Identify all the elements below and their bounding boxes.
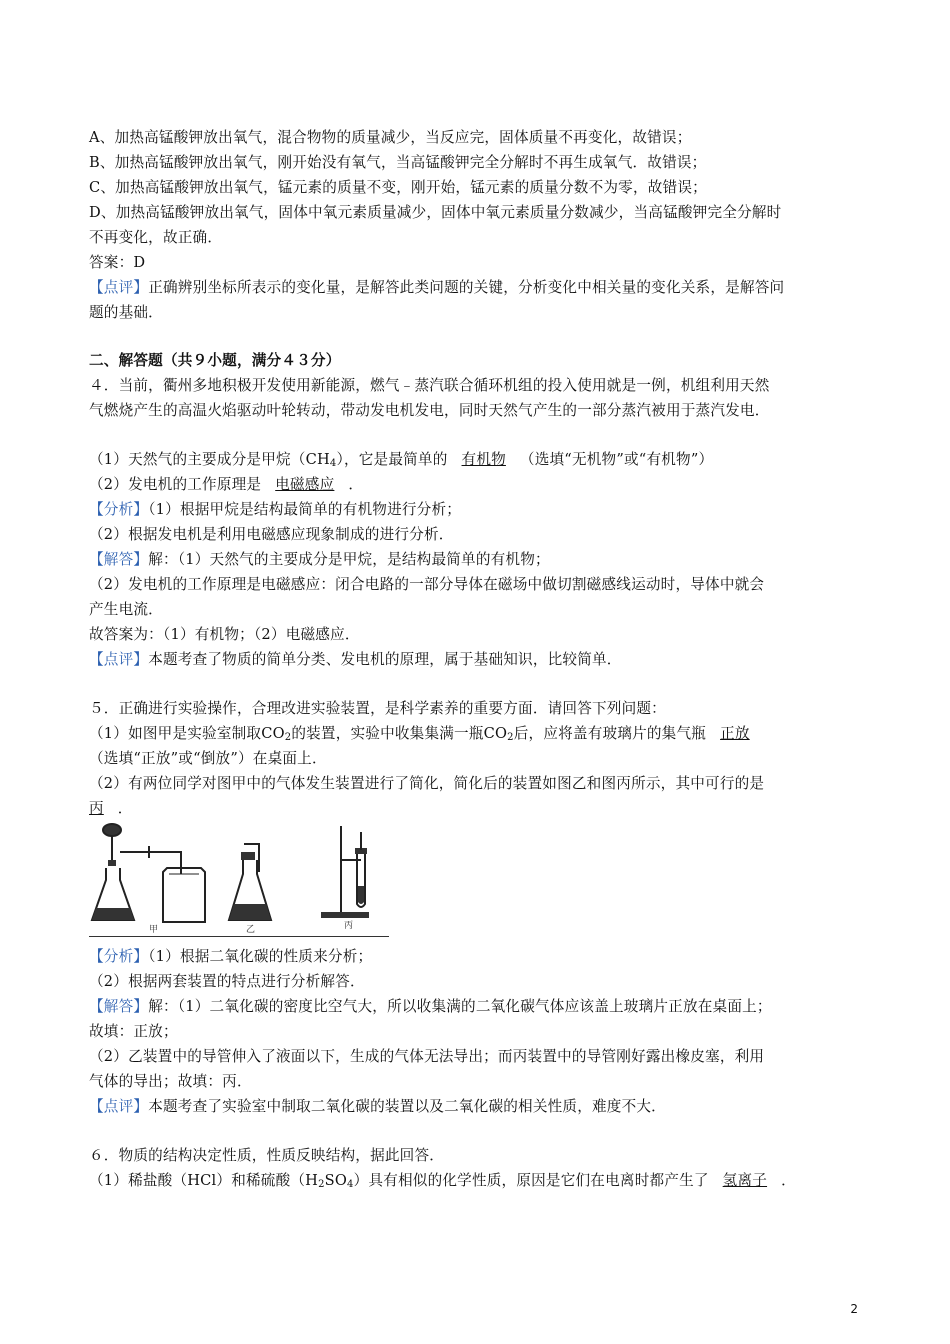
figure-label-bing: 丙 — [344, 921, 354, 931]
q3-option-c: C、加热高锰酸钾放出氧气，锰元素的质量不变，刚开始，锰元素的质量分数不为零，故错误； — [89, 179, 707, 196]
q3-comment-line1: 【点评】正确辨别坐标所表示的变化量，是解答此类问题的关键，分析变化中相关量的变化关系，是解答问 — [89, 279, 785, 296]
q3-option-a: A、加热高锰酸钾放出氧气，混合物物的质量减少，当反应完，固体质量不再变化，故错误； — [89, 129, 692, 146]
apparatus-bing — [321, 826, 369, 918]
q3-comment-line2: 题的基础． — [89, 304, 163, 321]
apparatus-jia — [92, 824, 205, 922]
q5-part2-line2: 丙 ． — [89, 800, 133, 817]
q4-solution-line2: （2）发电机的工作原理是电磁感应：闭合电路的一部分导体在磁场中做切割磁感线运动时，导体中就会 — [89, 576, 765, 593]
comment-tag: 【点评】 — [89, 1098, 149, 1115]
q4-part2: （2）发电机的工作原理是 电磁感应 ． — [89, 476, 364, 493]
q4-stem-line2: 气燃烧产生的高温火焰驱动叶轮转动，带动发电机发电，同时天然气产生的一部分蒸汽被用于蒸汽发电． — [89, 402, 770, 419]
q5-stem: ５．正确进行实验操作，合理改进实验装置，是科学素养的重要方面．请回答下列问题： — [89, 700, 666, 717]
q5-analysis-line2: （2）根据两套装置的特点进行分析解答． — [89, 973, 365, 990]
solution-tag: 【解答】 — [89, 551, 149, 568]
figure-divider — [89, 936, 389, 937]
q4-answer-blank-2: 电磁感应 — [275, 476, 335, 493]
q5-part1-line1: （1）如图甲是实验室制取$CO_2$的装置，实验中收集集满一瓶$CO_2$后，应将盖有玻璃片的集气瓶 正放 — [89, 723, 764, 749]
q5-solution-line4: 气体的导出；故填：丙． — [89, 1073, 252, 1090]
q5-solution-line1: 【解答】解：（1）二氧化碳的密度比空气大，所以收集满的二氧化碳气体应该盖上玻璃片正放在桌面上； — [89, 998, 772, 1015]
q5-answer-blank-2: 丙 — [89, 800, 104, 817]
apparatus-yi — [229, 844, 271, 920]
q4-solution-line1: 【解答】解：（1）天然气的主要成分是甲烷，是结构最简单的有机物； — [89, 551, 550, 568]
q3-option-d-line2: 不再变化，故正确． — [89, 229, 223, 246]
analysis-tag: 【分析】 — [89, 948, 149, 965]
q3-option-b: B、加热高锰酸钾放出氧气，刚开始没有氧气，当高锰酸钾完全分解时不再生成氧气．故错误； — [89, 154, 707, 171]
q4-answer-blank-1: 有机物 — [461, 451, 506, 468]
q5-solution-line2: 故填：正放； — [89, 1023, 178, 1040]
q3-option-d-line1: D、加热高锰酸钾放出氧气，固体中氧元素质量减少，固体中氧元素质量分数减少，当高锰酸钾完全分解时 — [89, 204, 782, 221]
q5-answer-blank-1: 正放 — [720, 725, 750, 742]
comment-tag: 【点评】 — [89, 651, 149, 668]
comment-tag: 【点评】 — [89, 279, 149, 296]
analysis-tag: 【分析】 — [89, 501, 149, 518]
q5-solution-line3: （2）乙装置中的导管伸入了液面以下，生成的气体无法导出；而丙装置中的导管刚好露出橡皮塞，利用 — [89, 1048, 765, 1065]
q6-part1: （1）稀盐酸（HCl）和稀硫酸$(H_2SO_4)$具有相似的化学性质，原因是它们在电离时都产生了 氢离子 ． — [89, 1172, 796, 1190]
q4-stem-line1: ４．当前，衢州多地积极开发使用新能源，燃气﹣蒸汽联合循环机组的投入使用就是一例，机组利用天然 — [89, 377, 770, 394]
q4-part1: （1）天然气的主要成分是甲烷$(CH_4)$，它是最简单的 有机物 （选填“无机物”或“有机物”） — [89, 451, 714, 469]
q5-part2-line1: （2）有两位同学对图甲中的气体发生装置进行了简化，简化后的装置如图乙和图丙所示，其中可行的是 — [89, 775, 765, 792]
q5-analysis-line1: 【分析】（1）根据二氧化碳的性质来分析； — [89, 948, 373, 965]
section-heading: 二、解答题（共９小题，满分４３分） — [89, 352, 341, 369]
q3-answer: 答案：D — [89, 254, 146, 271]
figure-label-yi: 乙 — [246, 925, 256, 934]
q4-comment: 【点评】本题考查了物质的简单分类、发电机的原理，属于基础知识，比较简单． — [89, 651, 622, 668]
q4-answer: 故答案为：（1）有机物；（2）电磁感应． — [89, 626, 360, 643]
apparatus-figure — [89, 822, 389, 934]
figure-label-jia: 甲 — [149, 925, 159, 934]
q5-comment: 【点评】本题考查了实验室中制取二氧化碳的装置以及二氧化碳的相关性质，难度不大． — [89, 1098, 666, 1115]
q4-analysis-line1: 【分析】（1）根据甲烷是结构最简单的有机物进行分析； — [89, 501, 462, 518]
q4-solution-line3: 产生电流． — [89, 601, 163, 618]
apparatus-drawing — [89, 822, 389, 934]
q6-answer-blank-1: 氢离子 — [722, 1172, 768, 1189]
page-number: 2 — [850, 1302, 858, 1316]
q6-stem: ６．物质的结构决定性质，性质反映结构，据此回答． — [89, 1147, 445, 1164]
solution-tag: 【解答】 — [89, 998, 149, 1015]
q4-analysis-line2: （2）根据发电机是利用电磁感应现象制成的进行分析． — [89, 526, 454, 543]
q5-part1-line2: （选填“正放”或“倒放”）在桌面上． — [89, 750, 327, 767]
